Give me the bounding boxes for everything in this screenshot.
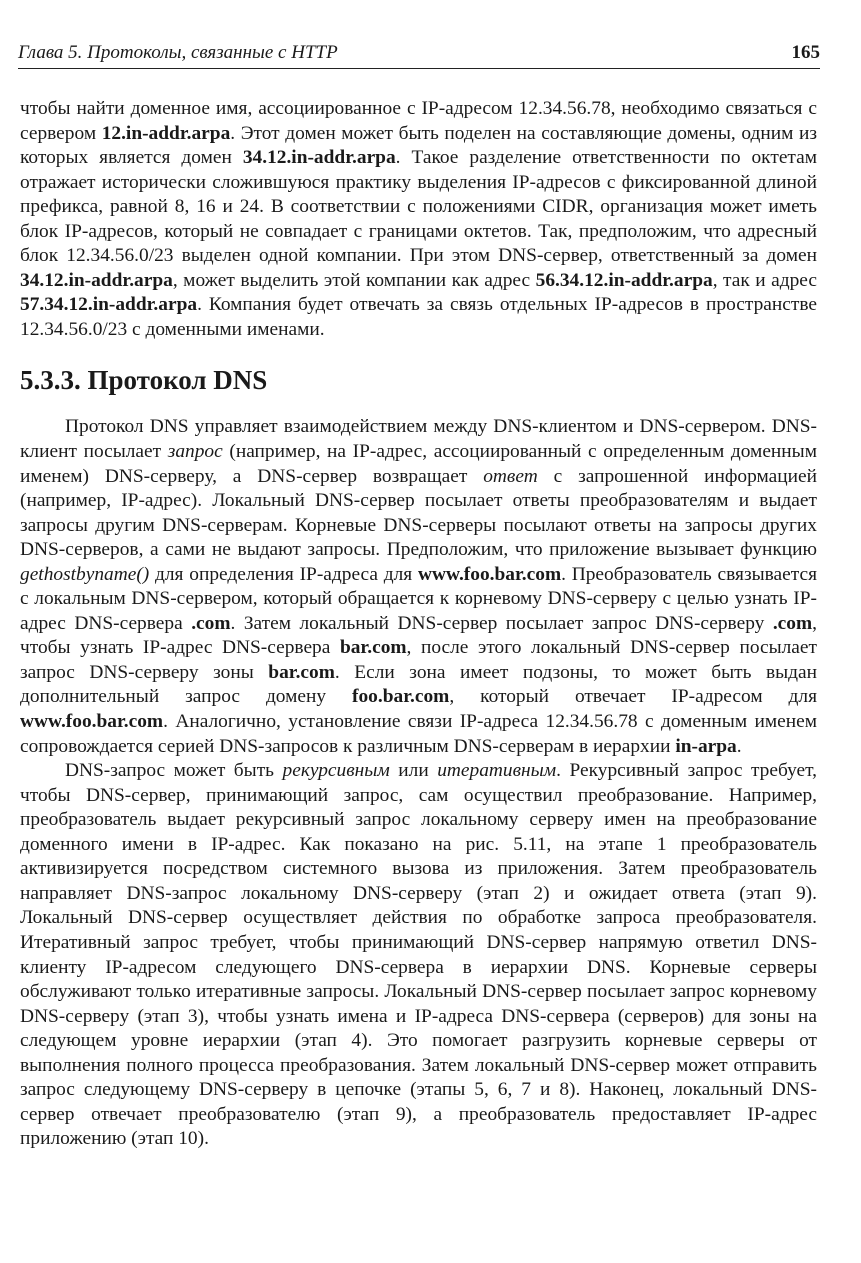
text-run: , после этого локальный DNS-сервер посылает запрос DNS-серверу зоны bbox=[20, 637, 817, 683]
text-run: для определения IP-адреса для bbox=[149, 563, 419, 585]
text-run: . Затем локальный DNS-сервер посылает запрос DNS-серверу bbox=[230, 612, 773, 634]
italic-term: итеративным bbox=[437, 760, 557, 782]
italic-term: запрос bbox=[167, 441, 223, 463]
text-run: с запрошенной информацией (например, IP-адрес). Локальный DNS-сервер посылает ответы преобразователям и выдает запросы другим DNS-серверам. Корневые DNS-серверы посылают ответы на запросы других DNS-серверов, а сами не выдают запросы. Предположим, что приложение вызывает функцию bbox=[20, 465, 817, 561]
domain-term: in-arpa bbox=[675, 735, 737, 757]
function-name: gethostbyname() bbox=[20, 563, 150, 585]
text-run: , может выделить этой компании как адрес bbox=[172, 269, 536, 291]
text-run: DNS-запрос может быть bbox=[65, 760, 283, 782]
paragraph-dns-protocol bbox=[20, 415, 817, 759]
text-run: . Компания будет отвечать за связь отдельных IP-адресов в пространстве 12.34.56.0/23 с доменными именами. bbox=[20, 294, 817, 340]
text-run: , чтобы узнать IP-адрес DNS-сервера bbox=[20, 612, 817, 659]
domain-term: 34.12.in-addr.arpa bbox=[242, 147, 396, 169]
text-run: (например, на IP-адрес, ассоциированный с определенным доменным именем) DNS-серверу, а DNS-сервер возвращает bbox=[20, 441, 817, 487]
italic-term: ответ bbox=[483, 465, 538, 487]
domain-term: .com bbox=[772, 612, 813, 634]
paragraph-dns-query-types bbox=[20, 759, 817, 1152]
italic-term: рекурсивным bbox=[282, 760, 390, 782]
domain-term: www.foo.bar.com bbox=[418, 563, 562, 585]
text-run: . Рекурсивный запрос требует, чтобы DNS-сервер, принимающий запрос, сам осуществил преобразование. Например, преобразователь выдает рекурсивный запрос локальному серверу имен на преобразование доменного имени в IP-адрес. Как показано на рис. 5.11, на этапе 1 преобразователь активизируется посредством системного вызова из приложения. Затем преобразователь направляет DNS-запрос локальному DNS-серверу (этап 2) и ожидает ответа (этап 9). Локальный DNS-сервер осуществляет действия по обработке запроса преобразователя. Итеративный запрос требует, чтобы принимающий DNS-сервер напрямую ответил DNS-клиенту IP-адресом следующего DNS-сервера в иерархии DNS. Корневые серверы обслуживают только итеративные запросы. Локальный DNS-сервер посылает запрос корневому DNS-серверу (этап 3), чтобы узнать имена и IP-адреса DNS-сервера (серверов) для зоны на следующем уровне иерархии (этап 4). Это помогает разгрузить корневые серверы от выполнения полного процесса преобразования. Затем локальный DNS-сервер может отправить запрос следующему DNS-серверу в цепочке (этапы 5, 6, 7 и 8). Наконец, локальный DNS-сервер отвечает преобразователю (этап 9), а преобразователь предоставляет IP-адрес приложению (этап 10). bbox=[20, 760, 817, 1150]
domain-term: bar.com bbox=[268, 661, 335, 683]
running-header bbox=[18, 40, 820, 69]
domain-term: 56.34.12.in-addr.arpa bbox=[535, 269, 713, 291]
domain-term: .com bbox=[191, 612, 231, 634]
domain-term: bar.com bbox=[339, 637, 407, 659]
text-run: чтобы найти доменное имя, ассоциированное с IP-адресом 12.34.56.78, необходимо связаться с сервером bbox=[20, 98, 817, 144]
paragraph-continuation bbox=[20, 97, 817, 342]
chapter-title: Глава 5. Протоколы, связанные с HTTP bbox=[18, 42, 338, 63]
text-run: . Если зона имеет подзоны, то может быть выдан дополнительный запрос домену bbox=[20, 661, 817, 708]
domain-term: 12.in-addr.arpa bbox=[101, 122, 231, 144]
domain-term: foo.bar.com bbox=[352, 686, 450, 708]
domain-term: 57.34.12.in-addr.arpa bbox=[20, 294, 198, 316]
text-run: . Преобразователь связывается с локальным DNS-сервером, который обращается к корневому DNS-серверу с целью узнать IP-адрес DNS-сервера bbox=[20, 563, 817, 634]
text-run: , который отвечает IP-адресом для bbox=[449, 686, 817, 708]
text-run: . Такое разделение ответственности по октетам отражает исторически сложившуюся практику выделения IP-адресов с фиксированной длиной префикса, равной 8, 16 и 24. В соответствии с положениями CIDR, организация может иметь блок IP-адресов, который не совпадает с границами октетов. Так, предположим, что адресный блок 12.34.56.0/23 выделен одной компании. При этом DNS-сервер, ответственный за домен bbox=[20, 147, 818, 267]
text-run: . bbox=[736, 735, 742, 757]
text-run: . Аналогично, установление связи IP-адреса 12.34.56.78 с доменным именем сопровождается серией DNS-запросов к различным DNS-серверам в иерархии bbox=[20, 711, 817, 757]
text-run: Протокол DNS управляет взаимодействием между DNS-клиентом и DNS-сервером. DNS-клиент посылает bbox=[20, 416, 817, 463]
page-number: 165 bbox=[791, 42, 820, 63]
text-run: , так и адрес bbox=[712, 269, 817, 291]
page-body bbox=[20, 97, 817, 1152]
domain-term: 34.12.in-addr.arpa bbox=[20, 269, 173, 291]
text-run: . Этот домен может быть поделен на составляющие домены, одним из которых является домен bbox=[20, 122, 817, 169]
text-run: или bbox=[389, 760, 438, 782]
section-heading: 5.3.3. Протокол DNS bbox=[20, 365, 268, 396]
domain-term: www.foo.bar.com bbox=[20, 711, 164, 733]
